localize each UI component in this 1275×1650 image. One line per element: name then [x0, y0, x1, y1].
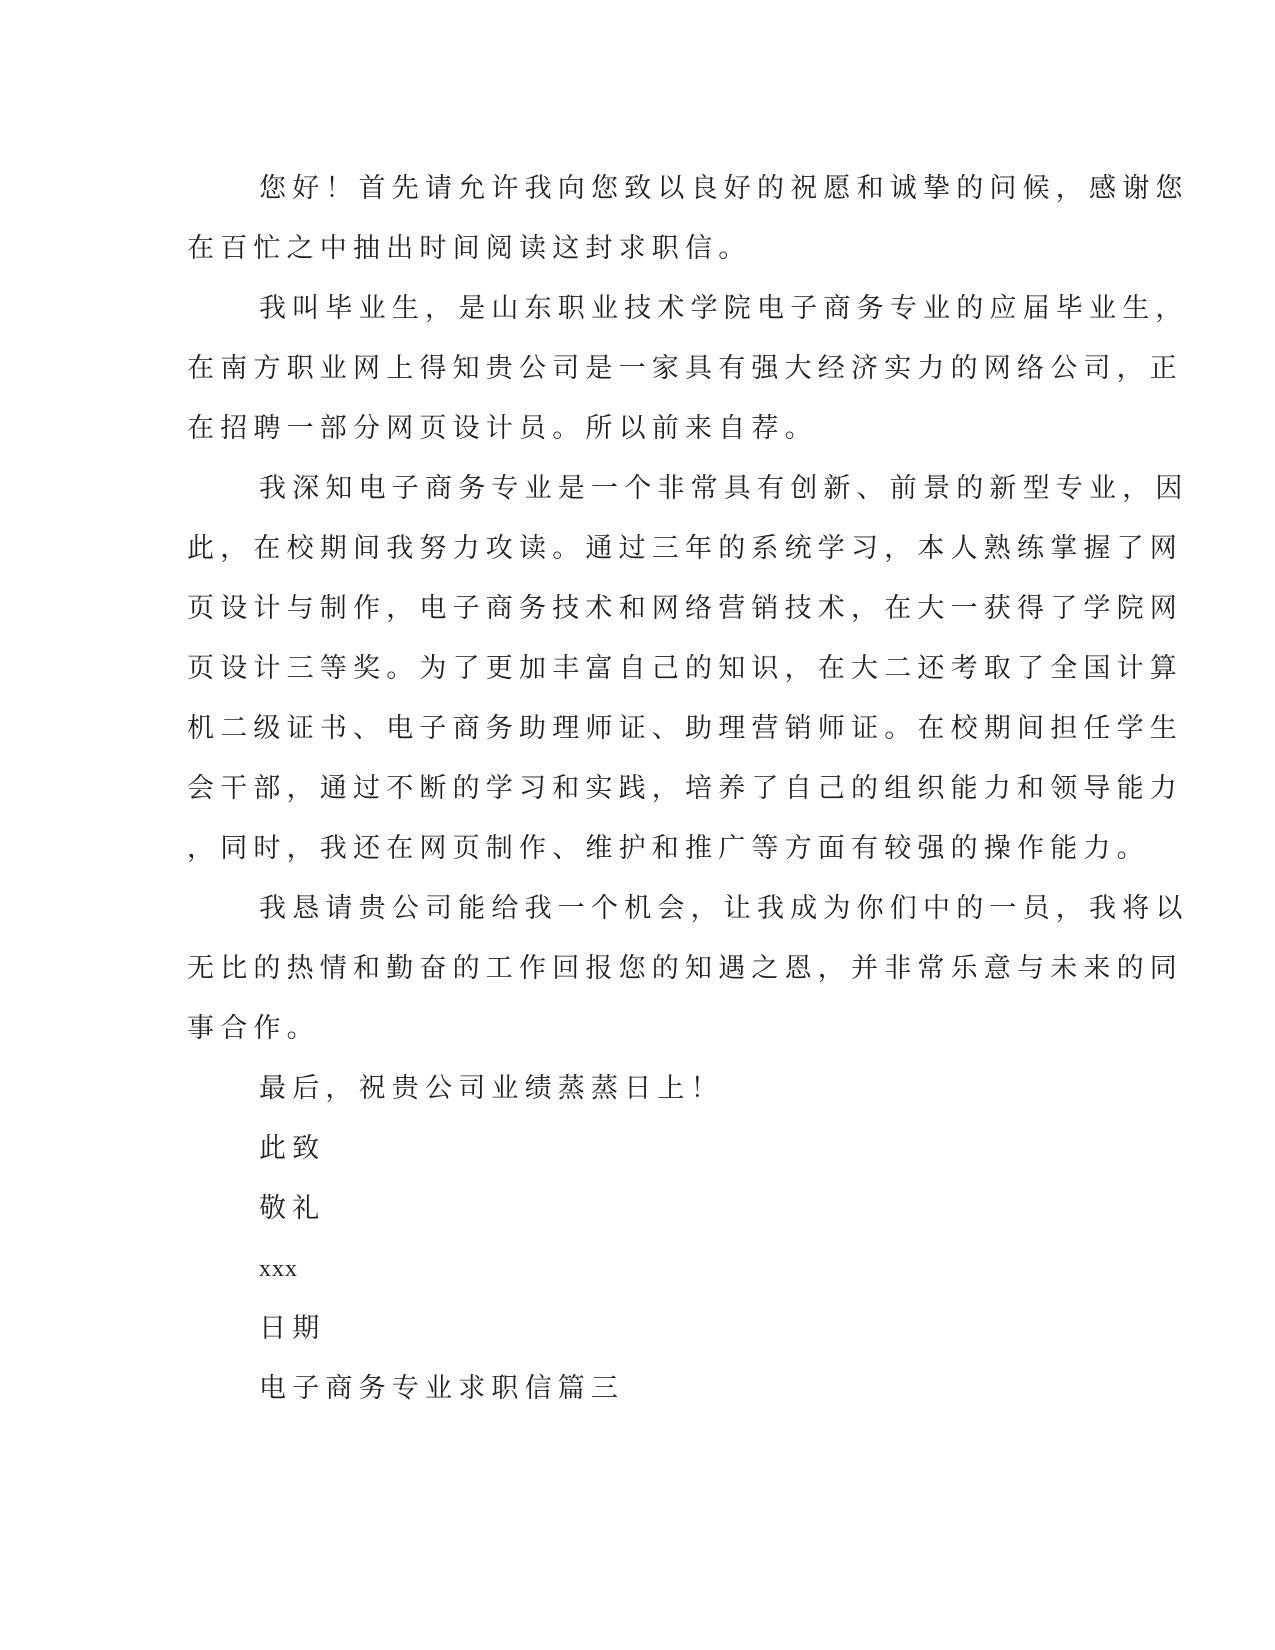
paragraph-3-line-4: 页设计三等奖。为了更加丰富自己的知识，在大二还考取了全国计算: [187, 653, 1183, 684]
closing-line: 最后，祝贵公司业绩蒸蒸日上！: [259, 1073, 724, 1104]
next-section-title: 电子商务专业求职信篇三: [259, 1373, 625, 1404]
paragraph-4-line-2: 无比的热情和勤奋的工作回报您的知遇之恩，并非常乐意与未来的同: [187, 953, 1183, 984]
signature: xxx: [259, 1256, 298, 1282]
paragraph-1-line-1: 您好！首先请允许我向您致以良好的祝愿和诚挚的问候，感谢您: [259, 173, 1189, 204]
letter-body: [187, 159, 1189, 1419]
paragraph-2-line-3: 在招聘一部分网页设计员。所以前来自荐。: [187, 413, 818, 444]
paragraph-4-line-3: 事合作。: [187, 1013, 320, 1044]
paragraph-3-line-6: 会干部，通过不断的学习和实践，培养了自己的组织能力和领导能力: [187, 773, 1183, 804]
salutation-line-1: 此致: [259, 1133, 326, 1164]
paragraph-3-line-2: 此，在校期间我努力攻读。通过三年的系统学习，本人熟练掌握了网: [187, 533, 1183, 564]
paragraph-4-line-1: 我恳请贵公司能给我一个机会，让我成为你们中的一员，我将以: [259, 893, 1189, 924]
paragraph-2-line-1: 我叫毕业生，是山东职业技术学院电子商务专业的应届毕业生，: [259, 293, 1189, 324]
paragraph-3-line-1: 我深知电子商务专业是一个非常具有创新、前景的新型专业，因: [259, 473, 1189, 504]
paragraph-3-line-3: 页设计与制作，电子商务技术和网络营销技术，在大一获得了学院网: [187, 593, 1183, 624]
paragraph-3-line-7: ，同时，我还在网页制作、维护和推广等方面有较强的操作能力。: [187, 833, 1150, 864]
salutation-line-2: 敬礼: [259, 1193, 326, 1224]
date-line: 日期: [259, 1313, 326, 1344]
paragraph-2-line-2: 在南方职业网上得知贵公司是一家具有强大经济实力的网络公司，正: [187, 353, 1183, 384]
paragraph-3-line-5: 机二级证书、电子商务助理师证、助理营销师证。在校期间担任学生: [187, 713, 1183, 744]
paragraph-1-line-2: 在百忙之中抽出时间阅读这封求职信。: [187, 233, 752, 264]
